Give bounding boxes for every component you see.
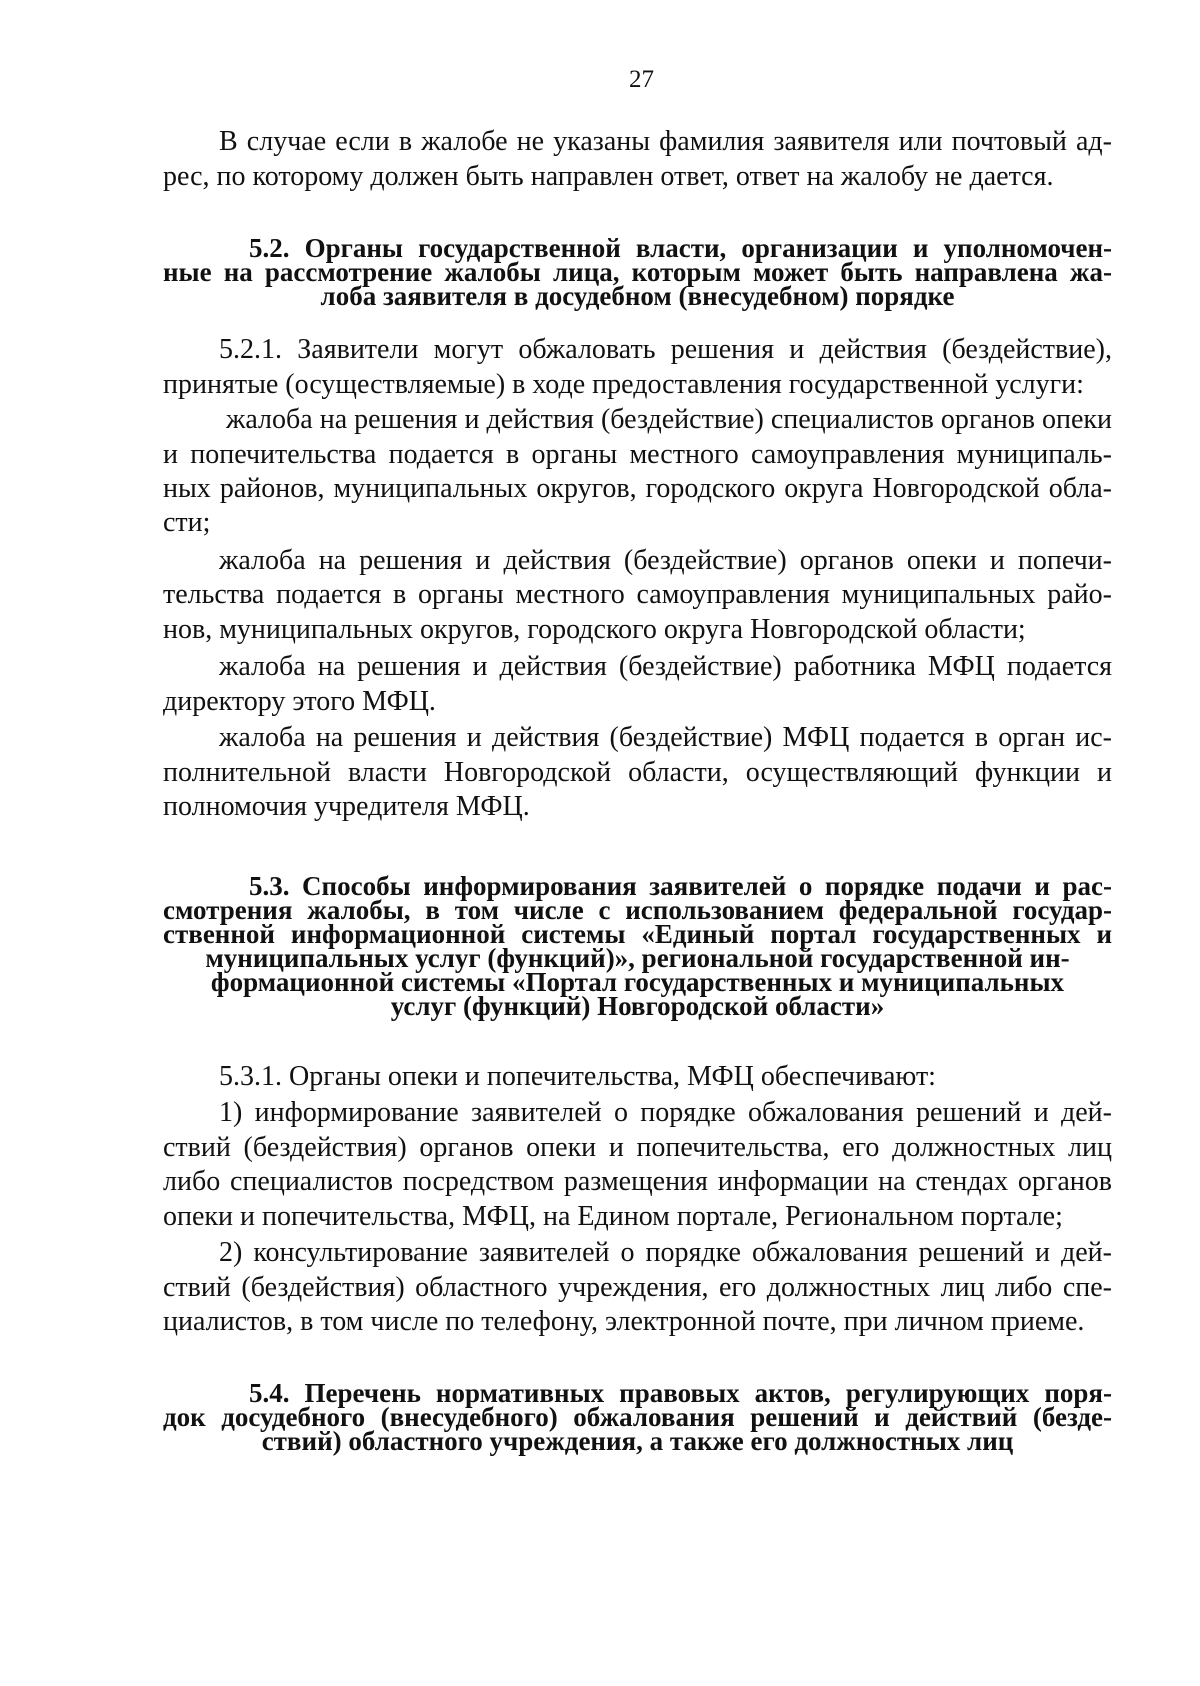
complaint-specialists-line-1: жалоба на решения и действия (бездействие) специалистов органов опеки: [226, 404, 1112, 435]
complaint-mfc-line-1: жалоба на решения и действия (бездействие) МФЦ подается в орган ис-: [219, 722, 1112, 753]
consulting-line-3: циалистов, в том числе по телефону, электронной почте, при личном приеме.: [163, 1306, 1085, 1337]
section-5-4-heading-line-1: 5.4. Перечень нормативных правовых актов, регулирующих поря-: [249, 1378, 1112, 1408]
consulting-line-1: 2) консультирование заявителей о порядке обжалования решений и дей-: [219, 1237, 1112, 1268]
complaint-mfc-worker-line-2: директору этого МФЦ.: [163, 686, 436, 717]
section-5-4-heading-line-2: док досудебного (внесудебного) обжалования решений и действий (безде-: [163, 1402, 1112, 1432]
informing-line-1: 1) информирование заявителей о порядке обжалования решений и дей-: [219, 1097, 1112, 1128]
section-5-3-1-line-1: 5.3.1. Органы опеки и попечительства, МФЦ обеспечивают:: [219, 1061, 936, 1092]
section-5-3-heading-line-4: муниципальных услуг (функций)», региональной государственной ин-: [205, 943, 1070, 973]
section-5-4-heading: [163, 1378, 1112, 1456]
complaint-guardianship-line-1: жалоба на решения и действия (бездействие) органов опеки и попечи-: [219, 545, 1112, 576]
page-number: 27: [629, 66, 654, 93]
section-5-3-heading-line-2: смотрения жалобы, в том числе с использованием федеральной государ-: [163, 895, 1112, 925]
section-5-2-heading-line-3: лоба заявителя в досудебном (внесудебном) порядке: [320, 281, 955, 311]
complaint-specialists-line-2: и попечительства подается в органы местного самоуправления муниципаль-: [163, 439, 1112, 470]
complaint-mfc-worker-line-1: жалоба на решения и действия (бездействие) работника МФЦ подается: [219, 651, 1112, 682]
complaint-specialists-line-4: сти;: [163, 507, 211, 538]
section-5-3-heading-line-5: формационной системы «Портал государственных и муниципальных: [210, 967, 1065, 997]
section-5-2-heading-line-2: ные на рассмотрение жалобы лица, которым может быть направлена жа-: [163, 257, 1112, 287]
complaint-specialists-line-3: ных районов, муниципальных округов, городского округа Новгородской обла-: [163, 473, 1112, 504]
section-5-2-heading: [163, 233, 1112, 311]
complaint-mfc-line-3: полномочия учредителя МФЦ.: [163, 791, 530, 822]
complaint-guardianship-line-3: нов, муниципальных округов, городского округа Новгородской области;: [163, 614, 1026, 645]
section-5-4-heading-line-3: ствий) областного учреждения, а также его должностных лиц: [261, 1426, 1014, 1456]
consulting-line-2: ствий (бездействия) областного учреждения, его должностных лиц либо спе-: [163, 1272, 1112, 1303]
section-5-3-heading: [163, 871, 1112, 1021]
section-5-3-heading-line-1: 5.3. Способы информирования заявителей о порядке подачи и рас-: [249, 871, 1112, 901]
section-5-2-heading-line-1: 5.2. Органы государственной власти, организации и уполномочен-: [249, 233, 1112, 263]
informing-line-3: либо специалистов посредством размещения информации на стендах органов: [163, 1166, 1112, 1197]
section-5-2-1-line-2: принятые (осуществляемые) в ходе предоставления государственной услуги:: [163, 369, 1084, 400]
section-5-3-heading-line-6: услуг (функций) Новгородской области»: [390, 991, 885, 1021]
section-5-2-1-line-1: 5.2.1. Заявители могут обжаловать решения и действия (бездействие),: [219, 334, 1112, 365]
informing-line-4: опеки и попечительства, МФЦ, на Едином портале, Региональном портале;: [163, 1201, 1063, 1232]
informing-line-2: ствий (бездействия) органов опеки и попечительства, его должностных лиц: [163, 1132, 1112, 1163]
intro-line-2: рес, по которому должен быть направлен ответ, ответ на жалобу не дается.: [163, 161, 1054, 192]
complaint-guardianship-line-2: тельства подается в органы местного самоуправления муниципальных райо-: [163, 579, 1112, 610]
section-5-3-heading-line-3: ственной информационной системы «Единый портал государственных и: [163, 919, 1112, 949]
complaint-mfc-line-2: полнительной власти Новгородской области, осуществляющий функции и: [163, 757, 1112, 788]
intro-line-1: В случае если в жалобе не указаны фамилия заявителя или почтовый ад-: [219, 126, 1112, 157]
